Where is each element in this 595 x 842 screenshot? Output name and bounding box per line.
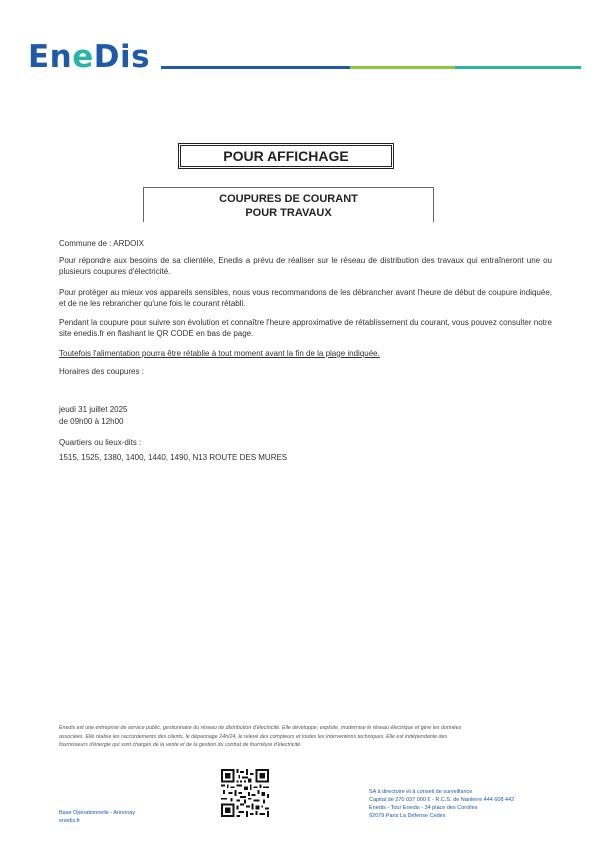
qr-code[interactable]	[221, 769, 269, 817]
paragraph-3: Pendant la coupure pour suivre son évolution et connaître l'heure approximative de rétablissement du courant, vous pouvez consulter notre site enedis.fr en flashant le QR CODE en bas de page.	[59, 318, 552, 338]
time: de 09h00 à 12h00	[59, 417, 124, 426]
logo-underline	[161, 66, 581, 69]
quartiers-label: Quartiers ou lieux-dits :	[59, 438, 142, 447]
title-line-1: COUPURES DE COURANT	[219, 193, 358, 205]
legal-notice: Enedis est une entreprise de service public, gestionnaire du réseau de distribution d'électricité. Elle développe, exploite, modernise le réseau électrique et gère les données associées. Elle réalise les raccordements des clients, le dépannage 24h/24, le relevé des compteurs et toutes les interventions techniques. Elle est indépendante des fournisseurs d'énergie qui sont chargés de la vente et de la gestion du contrat de fourniture d'électricité.	[59, 725, 462, 748]
footer-left: Base Opérationnelle - Annonay enedis.fr	[59, 810, 136, 824]
date: jeudi 31 juillet 2025	[59, 405, 128, 414]
paragraph-1: Pour répondre aux besoins de sa clientèle, Enedis a prévu de réaliser sur le réseau de distribution des travaux qui entraîneront une ou plusieurs coupures d'électricité.	[59, 256, 552, 276]
paragraph-4: Toutefois l'alimentation pourra être rétablie à tout moment avant la fin de la plage indiquée.	[59, 349, 380, 358]
enedis-logo: EneDis	[28, 39, 151, 75]
title-box	[143, 187, 434, 222]
quartiers-list: 1515, 1525, 1380, 1400, 1440, 1490, N13 ROUTE DES MURES	[59, 453, 288, 462]
title-line-2: POUR TRAVAUX	[245, 207, 332, 219]
pour-affichage-header: POUR AFFICHAGE	[178, 143, 394, 169]
paragraph-2: Pour protéger au mieux vos appareils sensibles, nous vous recommandons de les débrancher avant l'heure de début de coupure indiquée, et de ne les rebrancher qu'une fois le courant rétabli.	[59, 288, 552, 308]
footer-website-link[interactable]: enedis.fr	[59, 818, 81, 824]
horaires-label: Horaires des coupures :	[59, 367, 144, 376]
footer-right: SA à directoire et à conseil de surveillance Capital de 270 037 000 € - R.C.S. de Nanterre 444 608 442 Enedis - Tour Enedis - 34 place des Corolles 92079 Paris La Défense Cedex	[369, 789, 515, 819]
commune: Commune de : ARDOIX	[59, 239, 144, 248]
